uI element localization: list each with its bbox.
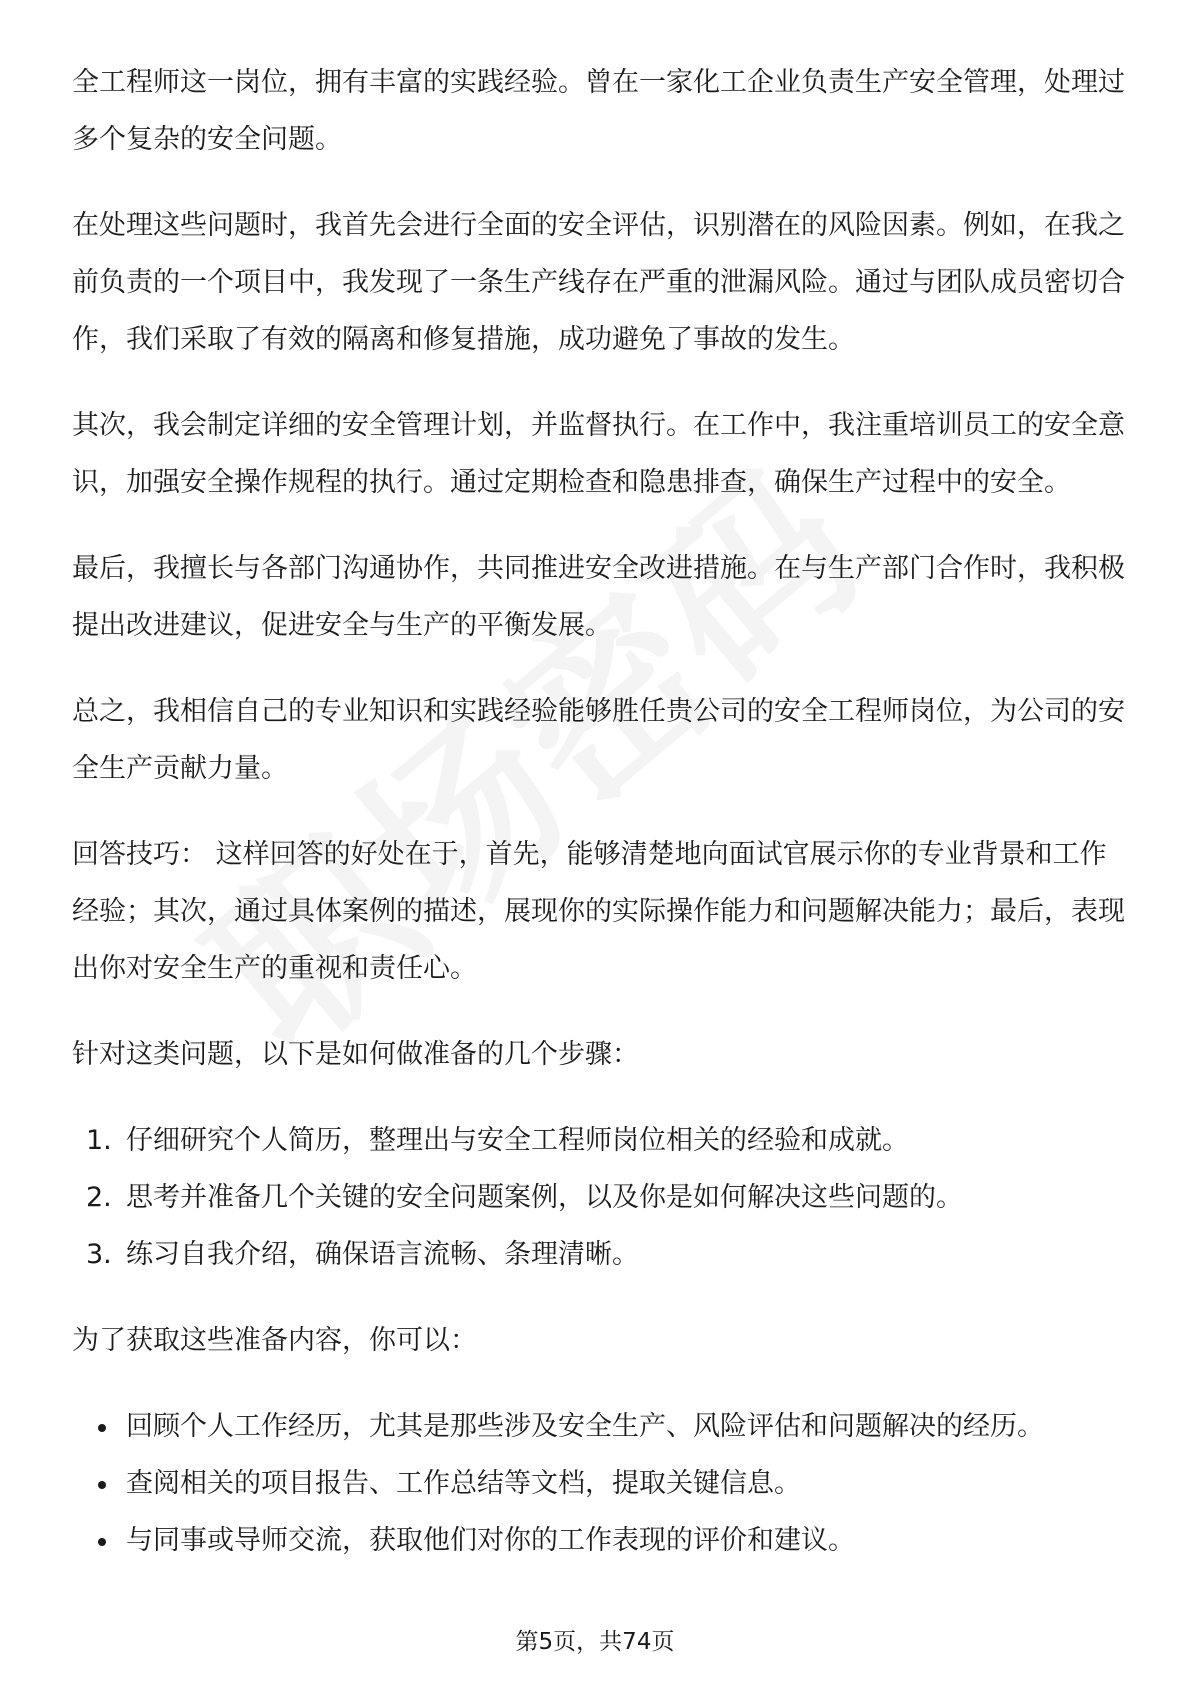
list-item-text: 仔细研究个人简历，整理出与安全工程师岗位相关的经验和成就。 [126,1125,909,1156]
list-item [72,1512,1132,1569]
list-item [72,1226,1132,1283]
list-item-text: 与同事或导师交流，获取他们对你的工作表现的评价和建议。 [126,1525,855,1556]
paragraph-plan: 其次，我会制定详细的安全管理计划，并监督执行。在工作中，我注重培训员工的安全意识，加强安全操作规程的执行。通过定期检查和隐患排查，确保生产过程中的安全。 [72,410,1125,498]
steps-list [72,1112,1132,1283]
list-item-text: 回顾个人工作经历，尤其是那些涉及安全生产、风险评估和问题解决的经历。 [126,1411,1044,1442]
bullet-icon [98,1424,106,1432]
list-number: 3. [86,1239,112,1270]
paragraph-prep-intro: 为了获取这些准备内容，你可以： [72,1325,477,1356]
list-number: 2. [86,1182,112,1213]
paragraph-tips: 回答技巧： 这样回答的好处在于，首先，能够清楚地向面试官展示你的专业背景和工作经验；其次，通过具体案例的描述，展现你的实际操作能力和问题解决能力；最后，表现出你对安全生产的重视和责任心。 [72,839,1125,984]
list-number: 1. [86,1125,112,1156]
bullet-icon [98,1538,106,1546]
list-item [72,1455,1132,1512]
list-item [72,1398,1132,1455]
list-item [72,1112,1132,1169]
paragraph-collaboration: 最后，我擅长与各部门沟通协作，共同推进安全改进措施。在与生产部门合作时，我积极提出改进建议，促进安全与生产的平衡发展。 [72,553,1125,641]
page-content [72,54,1132,1598]
page-number-footer: 第5页，共74页 [515,1629,675,1655]
paragraph-intro: 全工程师这一岗位，拥有丰富的实践经验。曾在一家化工企业负责生产安全管理，处理过多个复杂的安全问题。 [72,67,1125,155]
list-item-text: 练习自我介绍，确保语言流畅、条理清晰。 [126,1239,639,1270]
prep-bullet-list [72,1398,1132,1569]
list-item-text: 查阅相关的项目报告、工作总结等文档，提取关键信息。 [126,1468,801,1499]
paragraph-assessment: 在处理这些问题时，我首先会进行全面的安全评估，识别潜在的风险因素。例如，在我之前负责的一个项目中，我发现了一条生产线存在严重的泄漏风险。通过与团队成员密切合作，我们采取了有效的隔离和修复措施，成功避免了事故的发生。 [72,210,1125,355]
paragraph-conclusion: 总之，我相信自己的专业知识和实践经验能够胜任贵公司的安全工程师岗位，为公司的安全生产贡献力量。 [72,696,1125,784]
paragraph-steps-intro: 针对这类问题，以下是如何做准备的几个步骤： [72,1039,639,1070]
bullet-icon [98,1481,106,1489]
list-item-text: 思考并准备几个关键的安全问题案例，以及你是如何解决这些问题的。 [126,1182,963,1213]
list-item [72,1169,1132,1226]
